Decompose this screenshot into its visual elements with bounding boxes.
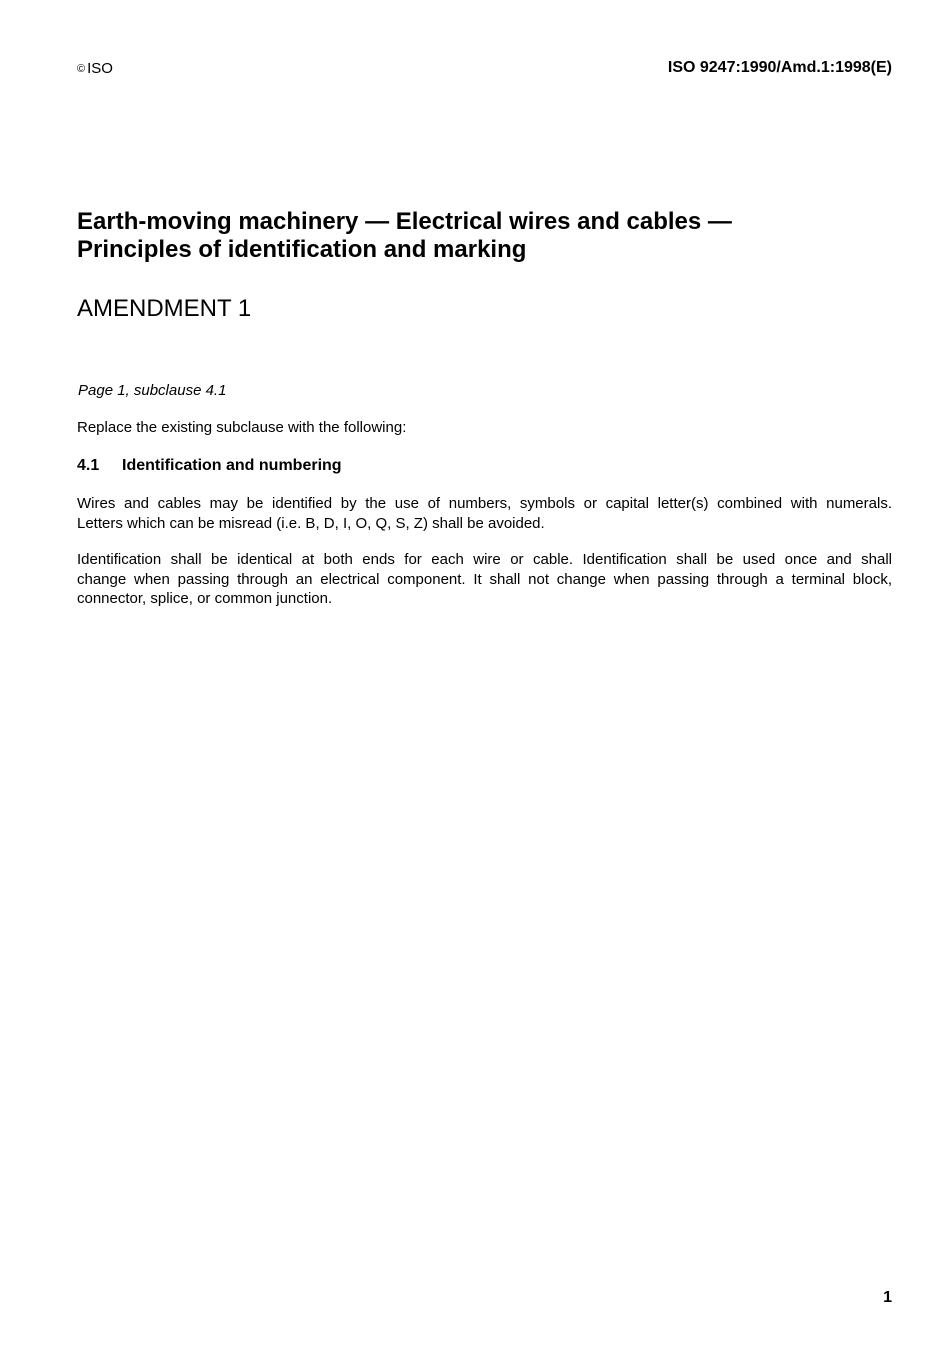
amendment-reference: Page 1, subclause 4.1 (78, 382, 227, 399)
page-header-copyright (77, 60, 113, 78)
paragraph-2-line-2: change when passing through an electrical component. It shall not change when passing through a terminal block, (77, 570, 892, 588)
paragraph-1-line-1: Wires and cables may be identified by the use of numbers, symbols or capital letter(s) combined with numerals. (77, 495, 892, 512)
amendment-heading: AMENDMENT 1 (77, 295, 252, 322)
publisher-name: ISO (87, 60, 113, 77)
clause-paragraph-1 (77, 494, 892, 533)
paragraph-1-line-2: Letters which can be misread (i.e. B, D, I, O, Q, S, Z) shall be avoided. (77, 514, 545, 532)
clause-paragraph-2 (77, 550, 892, 609)
document-number: ISO 9247:1990/Amd.1:1998(E) (667, 59, 892, 76)
title-line-1: Earth-moving machinery — Electrical wires and cables — (77, 208, 732, 235)
clause-title: Identification and numbering (122, 457, 342, 474)
title-line-2: Principles of identification and marking (77, 236, 527, 263)
document-title (77, 208, 877, 264)
paragraph-2-line-3: connector, splice, or common junction. (77, 590, 333, 607)
copyright-symbol: © (77, 63, 86, 75)
paragraph-2-line-1: Identification shall be identical at both ends for each wire or cable. Identification shall be used once and shall (77, 551, 892, 568)
page-number: 1 (883, 1289, 892, 1306)
clause-heading (77, 456, 342, 475)
clause-number: 4.1 (77, 457, 100, 474)
amendment-instruction: Replace the existing subclause with the following: (77, 419, 407, 436)
